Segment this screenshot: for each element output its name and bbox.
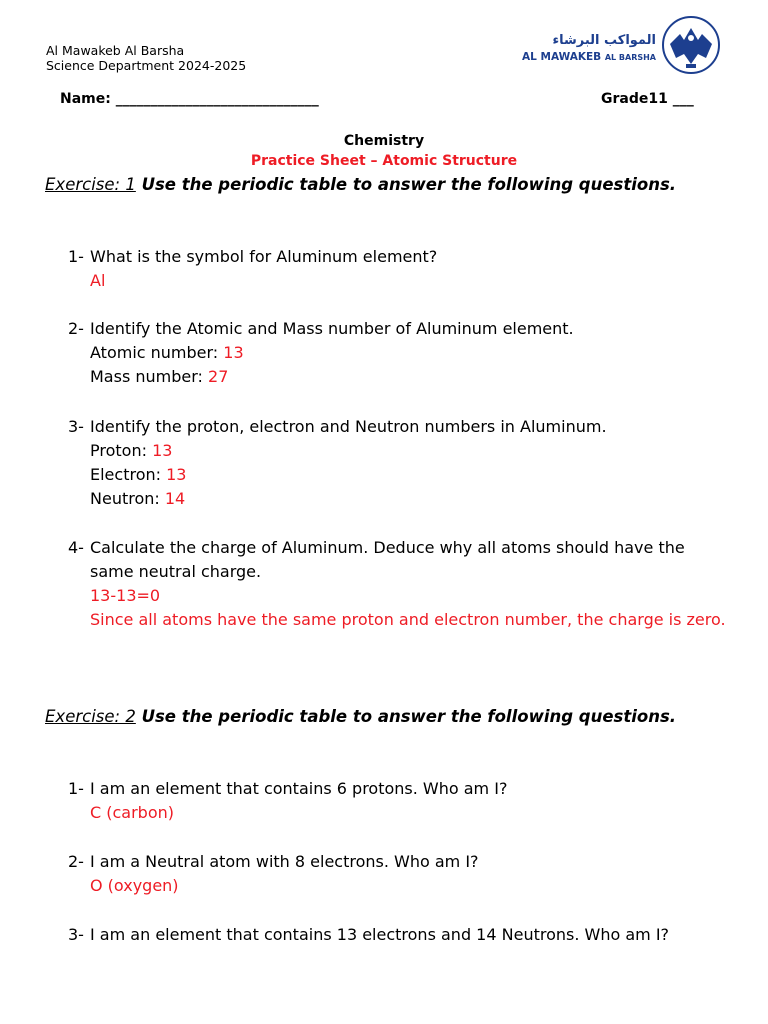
question-text: Calculate the charge of Aluminum. Deduce why all atoms should have the same neutral charge. [90,538,685,581]
school-info [46,43,246,73]
ex2-question-2 [68,850,728,898]
question-text: I am an element that contains 13 electrons and 14 Neutrons. Who am I? [90,925,670,944]
school-logo [522,14,722,78]
ex1-question-3 [68,415,728,511]
electron-label: Electron: [90,465,167,484]
proton-label: Proton: [90,441,153,460]
question-text: I am a Neutral atom with 8 electrons. Who am I? [90,852,479,871]
logo-english-sub: AL BARSHA [604,53,656,62]
question-number: 2- [68,319,84,338]
proton-answer: 13 [152,441,173,460]
mass-number-answer: 27 [208,367,229,386]
question-text: I am an element that contains 6 protons. Who am I? [90,779,508,798]
atomic-number-label: Atomic number: [90,343,224,362]
ex1-question-2 [68,317,728,389]
logo-english-main: AL MAWAKEB [522,51,602,63]
logo-english-text [522,51,656,63]
eagle-emblem-icon [660,14,722,76]
sheet-title: Practice Sheet – Atomic Structure [250,153,518,169]
ex2-question-3 [68,923,728,947]
electron-line [90,463,728,487]
neutron-label: Neutron: [90,489,165,508]
answer-text: Al [90,271,106,290]
exercise-2-instruction: Use the periodic table to answer the following questions. [135,707,677,726]
question-number: 1- [68,779,84,798]
school-name: Al Mawakeb Al Barsha [46,43,185,58]
atomic-number-line [90,341,728,365]
exercise-1-heading [45,173,705,197]
grade-field: Grade11 ___ [601,91,694,107]
question-number: 3- [68,417,84,436]
exercise-1-label: Exercise: 1 [45,175,136,194]
student-name-field: Name: _____________________________ [60,91,319,107]
proton-line [90,439,728,463]
question-number: 2- [68,852,84,871]
answer-calculation: 13-13=0 [90,586,161,605]
question-text: What is the symbol for Aluminum element? [90,247,438,266]
mass-number-line [90,365,728,389]
exercise-2-heading [45,705,705,729]
subject-title: Chemistry [343,133,425,149]
mass-number-label: Mass number: [90,367,209,386]
ex1-question-4 [68,536,728,632]
department-year: Science Department 2024-2025 [46,58,247,73]
question-text: Identify the proton, electron and Neutron numbers in Aluminum. [90,417,607,436]
neutron-answer: 14 [164,489,186,508]
answer-text: O (oxygen) [90,876,179,895]
neutron-line [90,487,728,511]
answer-text: C (carbon) [90,803,175,822]
electron-answer: 13 [166,465,187,484]
question-number: 3- [68,925,84,944]
ex1-question-1 [68,245,728,293]
ex2-question-1 [68,777,728,825]
question-number: 1- [68,247,84,266]
question-text: Identify the Atomic and Mass number of Aluminum element. [90,319,574,338]
question-number: 4- [68,538,84,557]
exercise-1-instruction: Use the periodic table to answer the following questions. [135,175,677,194]
logo-arabic-text: المواكب البرشاء [552,33,656,48]
exercise-2-label: Exercise: 2 [45,707,136,726]
atomic-number-answer: 13 [223,343,244,362]
answer-explanation: Since all atoms have the same proton and electron number, the charge is zero. [90,610,726,629]
